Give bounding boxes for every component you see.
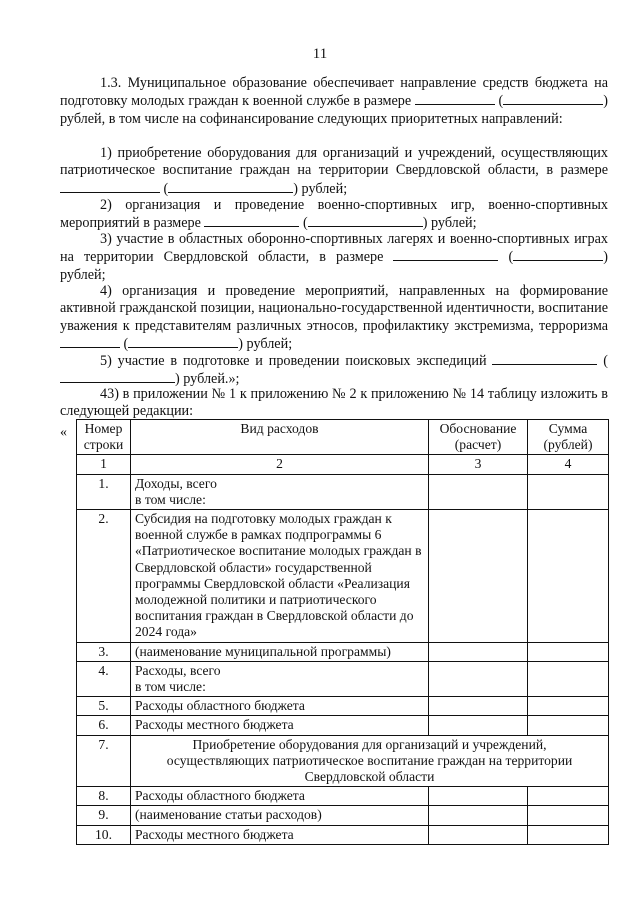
table-row (77, 474, 609, 509)
amount-words-blank (503, 92, 603, 105)
page-number: 11 (312, 46, 328, 62)
direction-item-text: 3) участие в областных оборонно-спортивных лагерях и военно-спортивных играх на территории Свердловской области, в размере (60, 231, 608, 266)
direction-item-1 (60, 145, 608, 198)
amount-blank (204, 214, 299, 227)
row-amount (528, 642, 609, 661)
direction-item-end: ) рублей; (293, 180, 348, 197)
amount-words-blank (128, 335, 238, 348)
clause-43: 43) в приложении № 1 к приложению № 2 к приложению № 14 таблицу изложить в следующей редакции: (60, 386, 608, 420)
table-row (77, 806, 609, 825)
amount-blank (60, 335, 120, 348)
row-justification (429, 825, 528, 844)
paren-open: ( (303, 215, 308, 232)
amount-words-blank (308, 214, 423, 227)
row-justification (429, 642, 528, 661)
paren-open: ( (603, 353, 609, 369)
direction-item-end: ) рублей; (60, 249, 609, 283)
row-number: 4. (77, 661, 131, 696)
row-justification (429, 661, 528, 696)
paren-open: ( (498, 93, 504, 110)
header-row-number: Номер строки (77, 420, 131, 455)
table-header-row (77, 420, 609, 455)
amount-words-blank (168, 180, 293, 193)
table-row-merged (77, 735, 609, 787)
amount-words-blank (513, 248, 603, 261)
row-text: (наименование статьи расходов) (131, 806, 429, 825)
paren-open: ( (123, 336, 129, 353)
row-amount (528, 661, 609, 696)
row-text: Расходы областного бюджета (131, 697, 429, 716)
table-row (77, 825, 609, 844)
clause-intro-end: ) рублей, в том числе на софинансирование следующих приоритетных направлений: (60, 93, 609, 127)
direction-item-end: ) рублей; (422, 215, 477, 232)
row-justification (429, 716, 528, 735)
row-number: 6. (77, 716, 131, 735)
row-text: Субсидия на подготовку молодых граждан к военной службе в рамках подпрограммы 6 «Патриотическое воспитание молодых граждан в Свердловской области» государственной программы Свердловской области «Реализация молодежной политики и патриотического воспитания граждан в Свердловской области до 2024 года» (131, 510, 429, 643)
row-number: 7. (77, 735, 131, 787)
table-row (77, 510, 609, 643)
row-amount (528, 474, 609, 509)
table-row (77, 787, 609, 806)
direction-item-text: 5) участие в подготовке и проведении поисковых экспедиций (100, 353, 487, 369)
clause-1-3-intro (60, 75, 608, 128)
row-amount (528, 697, 609, 716)
table-row (77, 697, 609, 716)
direction-item-end: ) рублей.»; (175, 371, 240, 388)
paren-open: ( (508, 249, 514, 266)
row-number: 2. (77, 510, 131, 643)
row-text: Доходы, всего в том числе: (131, 474, 429, 509)
row-text: Расходы местного бюджета (131, 716, 429, 735)
open-quote: « (60, 425, 67, 440)
row-justification (429, 474, 528, 509)
header-expense-type: Вид расходов (131, 420, 429, 455)
clause-intro-text: 1.3. Муниципальное образование обеспечивает направление средств бюджета на подготовку молодых граждан к военной службе в размере (60, 75, 608, 110)
row-justification (429, 697, 528, 716)
row-justification (429, 787, 528, 806)
amount-blank (415, 92, 495, 105)
row-text: Расходы, всего в том числе: (131, 661, 429, 696)
row-number: 1. (77, 474, 131, 509)
direction-item-text: 4) организация и проведение мероприятий, направленных на формирование активной гражданской позиции, национально-государственной идентичности, воспитание уважения к представителям различных этносов, профилактику экстремизма, терроризма (60, 283, 608, 334)
amount-words-blank (60, 370, 175, 383)
header-amount: Сумма (рублей) (528, 420, 609, 455)
col-number: 1 (77, 455, 131, 474)
amount-blank (492, 352, 597, 365)
direction-item-4 (60, 283, 608, 354)
table-row (77, 661, 609, 696)
row-amount (528, 806, 609, 825)
row-number: 5. (77, 697, 131, 716)
row-number: 9. (77, 806, 131, 825)
table-row (77, 642, 609, 661)
header-justification: Обоснование (расчет) (429, 420, 528, 455)
direction-item-2 (60, 197, 608, 233)
row-number: 10. (77, 825, 131, 844)
row-text: Расходы областного бюджета (131, 787, 429, 806)
table-row (77, 716, 609, 735)
amount-blank (393, 248, 498, 261)
direction-item-end: ) рублей; (238, 336, 293, 353)
direction-item-text: 1) приобретение оборудования для организаций и учреждений, осуществляющих патриотическое воспитание граждан на территории Свердловской области, в размере (60, 145, 608, 179)
col-number: 3 (429, 455, 528, 474)
direction-item-3 (60, 231, 608, 284)
row-number: 3. (77, 642, 131, 661)
row-justification (429, 806, 528, 825)
col-number: 2 (131, 455, 429, 474)
row-number: 8. (77, 787, 131, 806)
row-amount (528, 716, 609, 735)
direction-item-5 (60, 352, 608, 389)
amount-blank (60, 180, 160, 193)
paren-open: ( (163, 180, 169, 197)
expenses-table (76, 419, 609, 845)
col-number: 4 (528, 455, 609, 474)
row-text: Расходы местного бюджета (131, 825, 429, 844)
row-amount (528, 825, 609, 844)
row-text: (наименование муниципальной программы) (131, 642, 429, 661)
column-number-row (77, 455, 609, 474)
row-amount (528, 510, 609, 643)
row-amount (528, 787, 609, 806)
direction-item-text: 2) организация и проведение военно-спортивных игр, военно-спортивных мероприятий в размере (60, 197, 608, 232)
row-justification (429, 510, 528, 643)
row-section-title: Приобретение оборудования для организаций и учреждений, осуществляющих патриотическое воспитание граждан на территории Свердловской области (131, 735, 609, 787)
